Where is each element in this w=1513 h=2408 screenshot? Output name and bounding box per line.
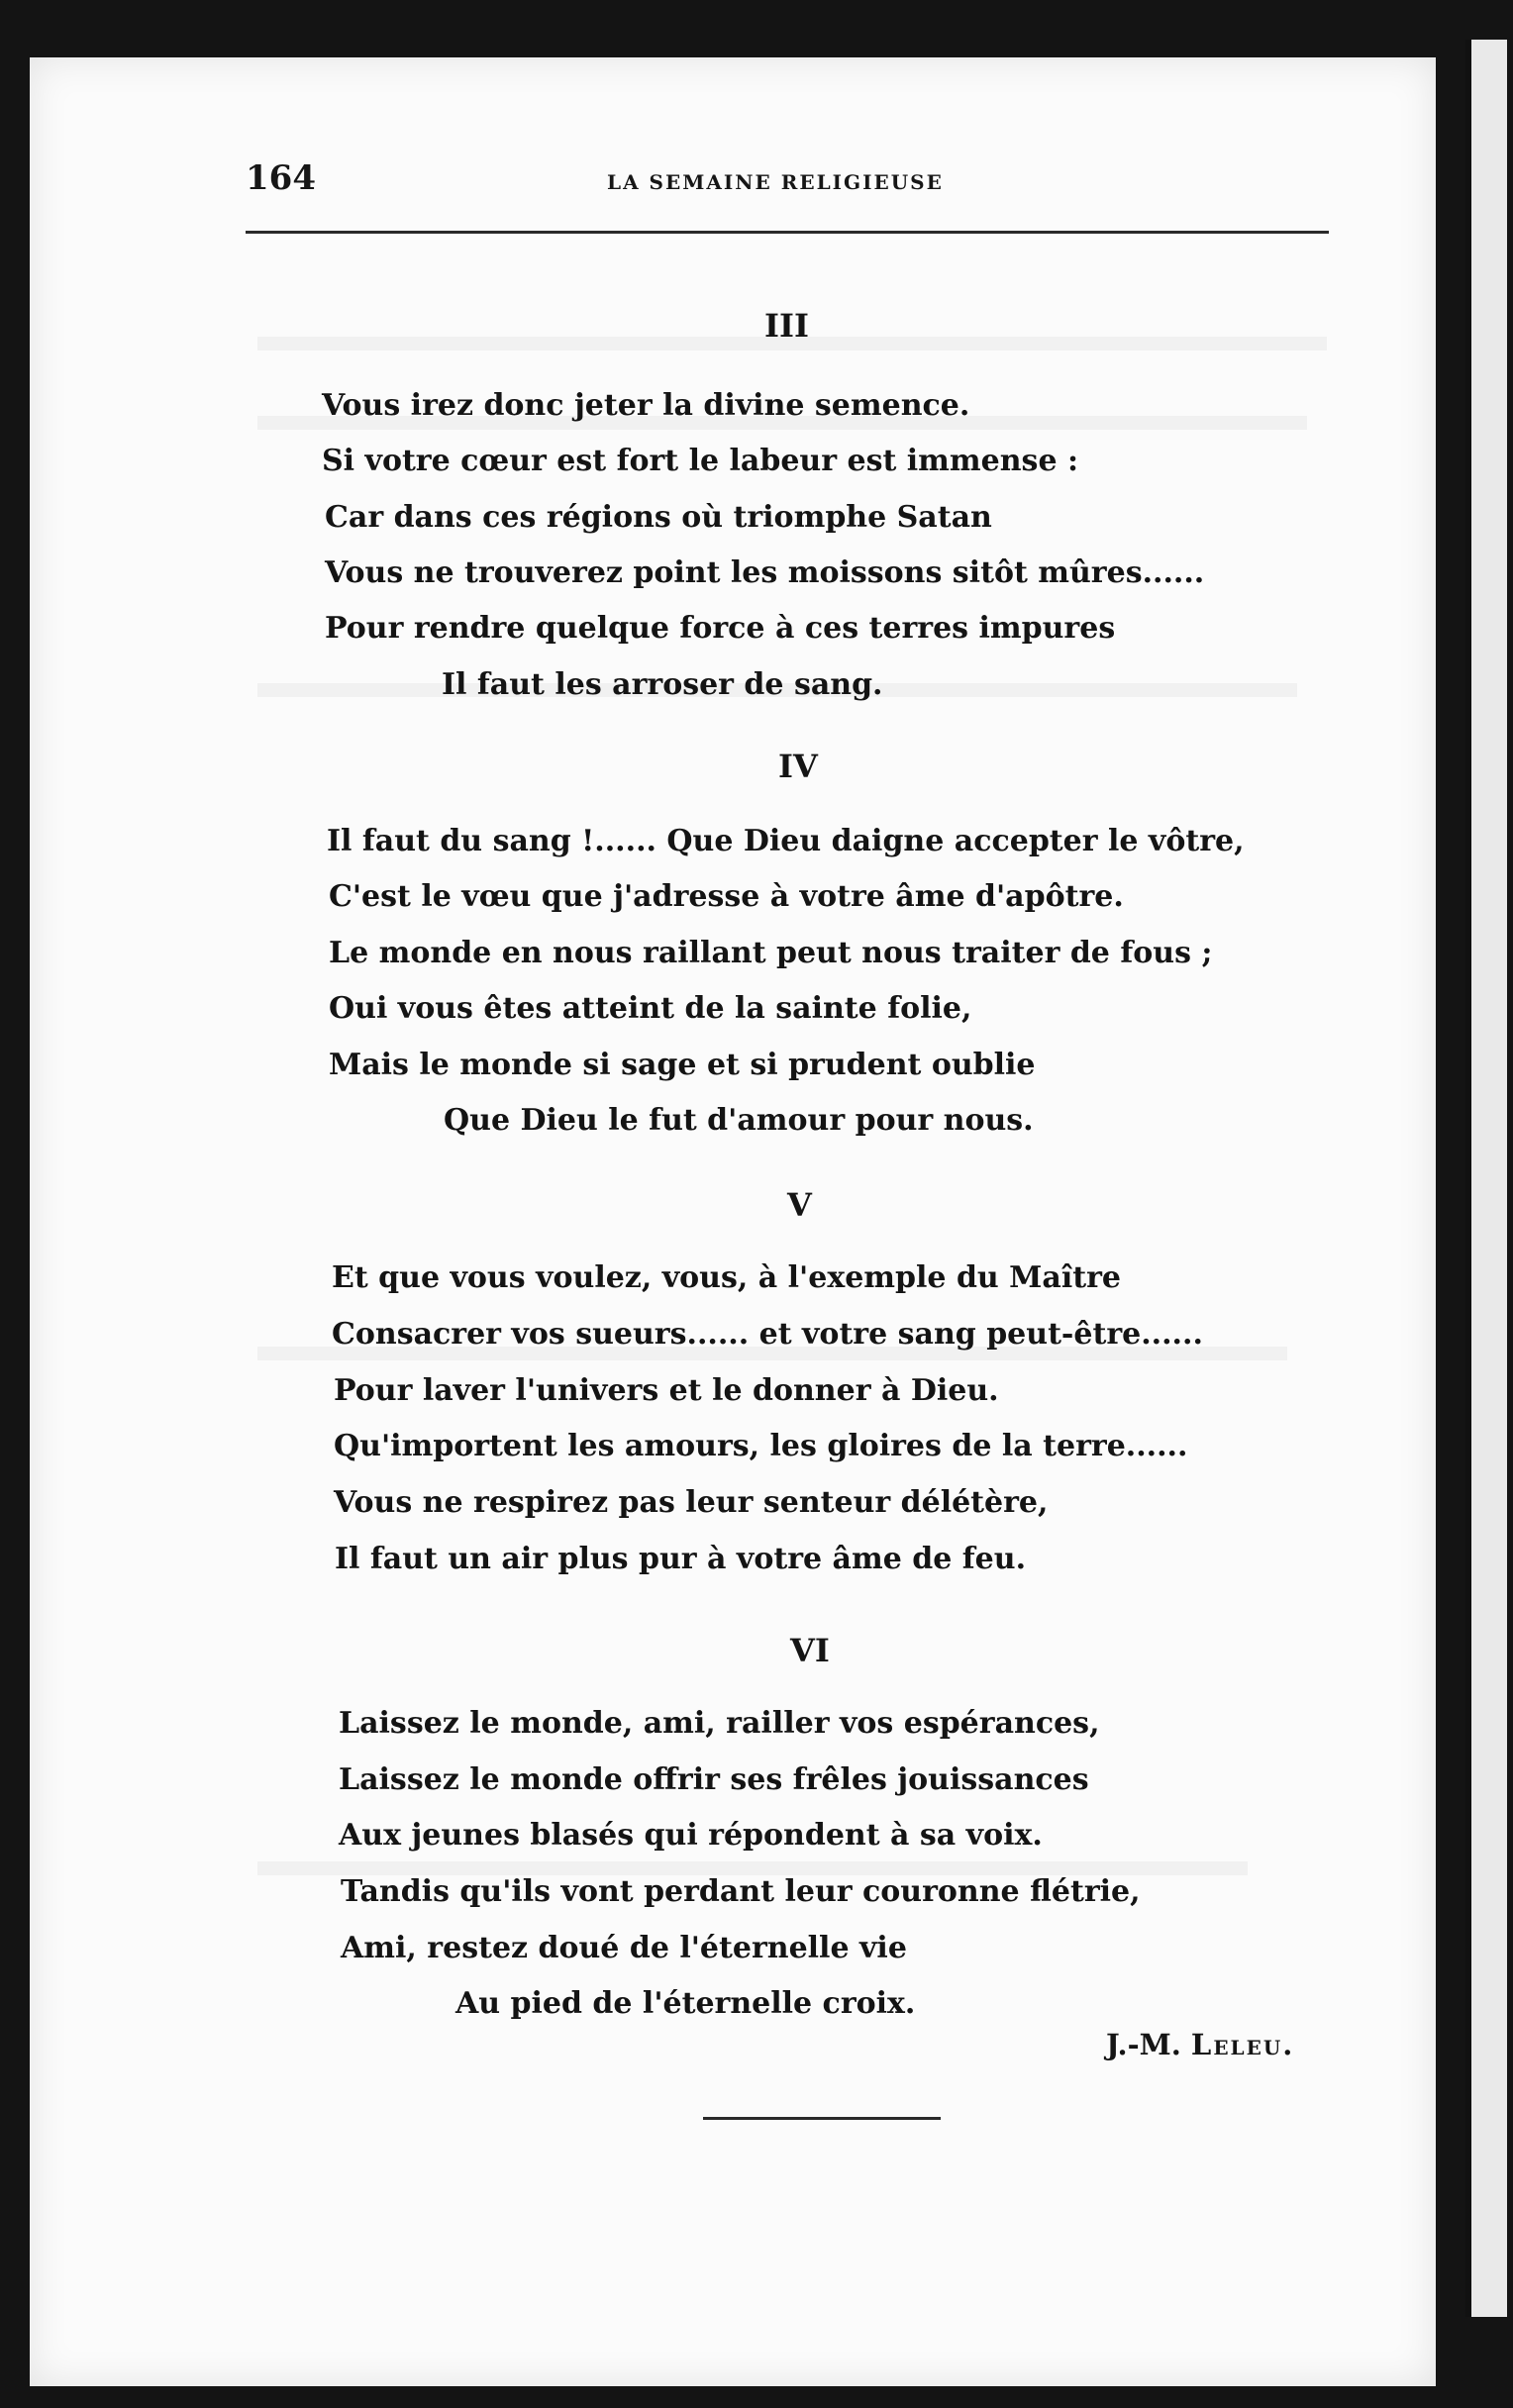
verse-line: Et que vous voulez, vous, à l'exemple du Maître — [332, 1260, 1121, 1295]
verse-line: Vous ne respirez pas leur senteur délétère, — [334, 1485, 1049, 1520]
verse-line: Aux jeunes blasés qui répondent à sa voix. — [339, 1818, 1043, 1853]
verse-line: Vous irez donc jeter la divine semence. — [322, 388, 970, 423]
verse-line: Car dans ces régions où triomphe Satan — [325, 500, 992, 535]
verse-line: Pour rendre quelque force à ces terres impures — [325, 611, 1116, 646]
stanza-numeral: VI — [790, 1632, 830, 1669]
adjacent-page-edge — [1465, 40, 1507, 2317]
stanza-numeral: V — [787, 1186, 812, 1224]
page-header — [246, 158, 1335, 218]
verse-line: Ami, restez doué de l'éternelle vie — [341, 1931, 907, 1965]
end-rule — [703, 2117, 941, 2120]
stanza-numeral: III — [764, 307, 809, 345]
verse-line: Le monde en nous raillant peut nous traiter de fous ; — [329, 936, 1213, 970]
bleed-through-mark — [257, 1861, 1248, 1875]
verse-line: Au pied de l'éternelle croix. — [455, 1986, 916, 2021]
verse-line: Il faut du sang !...... Que Dieu daigne accepter le vôtre, — [327, 824, 1245, 858]
verse-line: Mais le monde si sage et si prudent oublie — [329, 1048, 1036, 1082]
author-signature — [1106, 2028, 1294, 2061]
verse-line: Si votre cœur est fort le labeur est immense : — [322, 444, 1079, 478]
verse-line: Laissez le monde, ami, railler vos espérances, — [339, 1706, 1100, 1741]
verse-line: Vous ne trouverez point les moissons sitôt mûres...... — [325, 555, 1205, 590]
verse-line: Que Dieu le fut d'amour pour nous. — [444, 1103, 1034, 1138]
verse-line: Laissez le monde offrir ses frêles jouissances — [339, 1762, 1089, 1797]
verse-line: Il faut les arroser de sang. — [442, 667, 883, 702]
running-title: LA SEMAINE RELIGIEUSE — [607, 170, 944, 194]
author-initials: J.-M. — [1106, 2028, 1181, 2061]
verse-line: Tandis qu'ils vont perdant leur couronne flétrie, — [341, 1874, 1141, 1909]
author-surname: Leleu. — [1190, 2028, 1295, 2061]
header-rule — [246, 231, 1329, 234]
page-number: 164 — [246, 158, 316, 198]
verse-line: Consacrer vos sueurs...... et votre sang peut-être...... — [332, 1317, 1203, 1352]
verse-line: Il faut un air plus pur à votre âme de feu. — [335, 1542, 1027, 1576]
verse-line: Oui vous êtes atteint de la sainte folie, — [329, 991, 972, 1026]
stanza-numeral: IV — [778, 748, 818, 785]
verse-line: C'est le vœu que j'adresse à votre âme d'apôtre. — [329, 879, 1124, 914]
verse-line: Pour laver l'univers et le donner à Dieu. — [334, 1373, 999, 1408]
verse-line: Qu'importent les amours, les gloires de la terre...... — [334, 1429, 1188, 1463]
